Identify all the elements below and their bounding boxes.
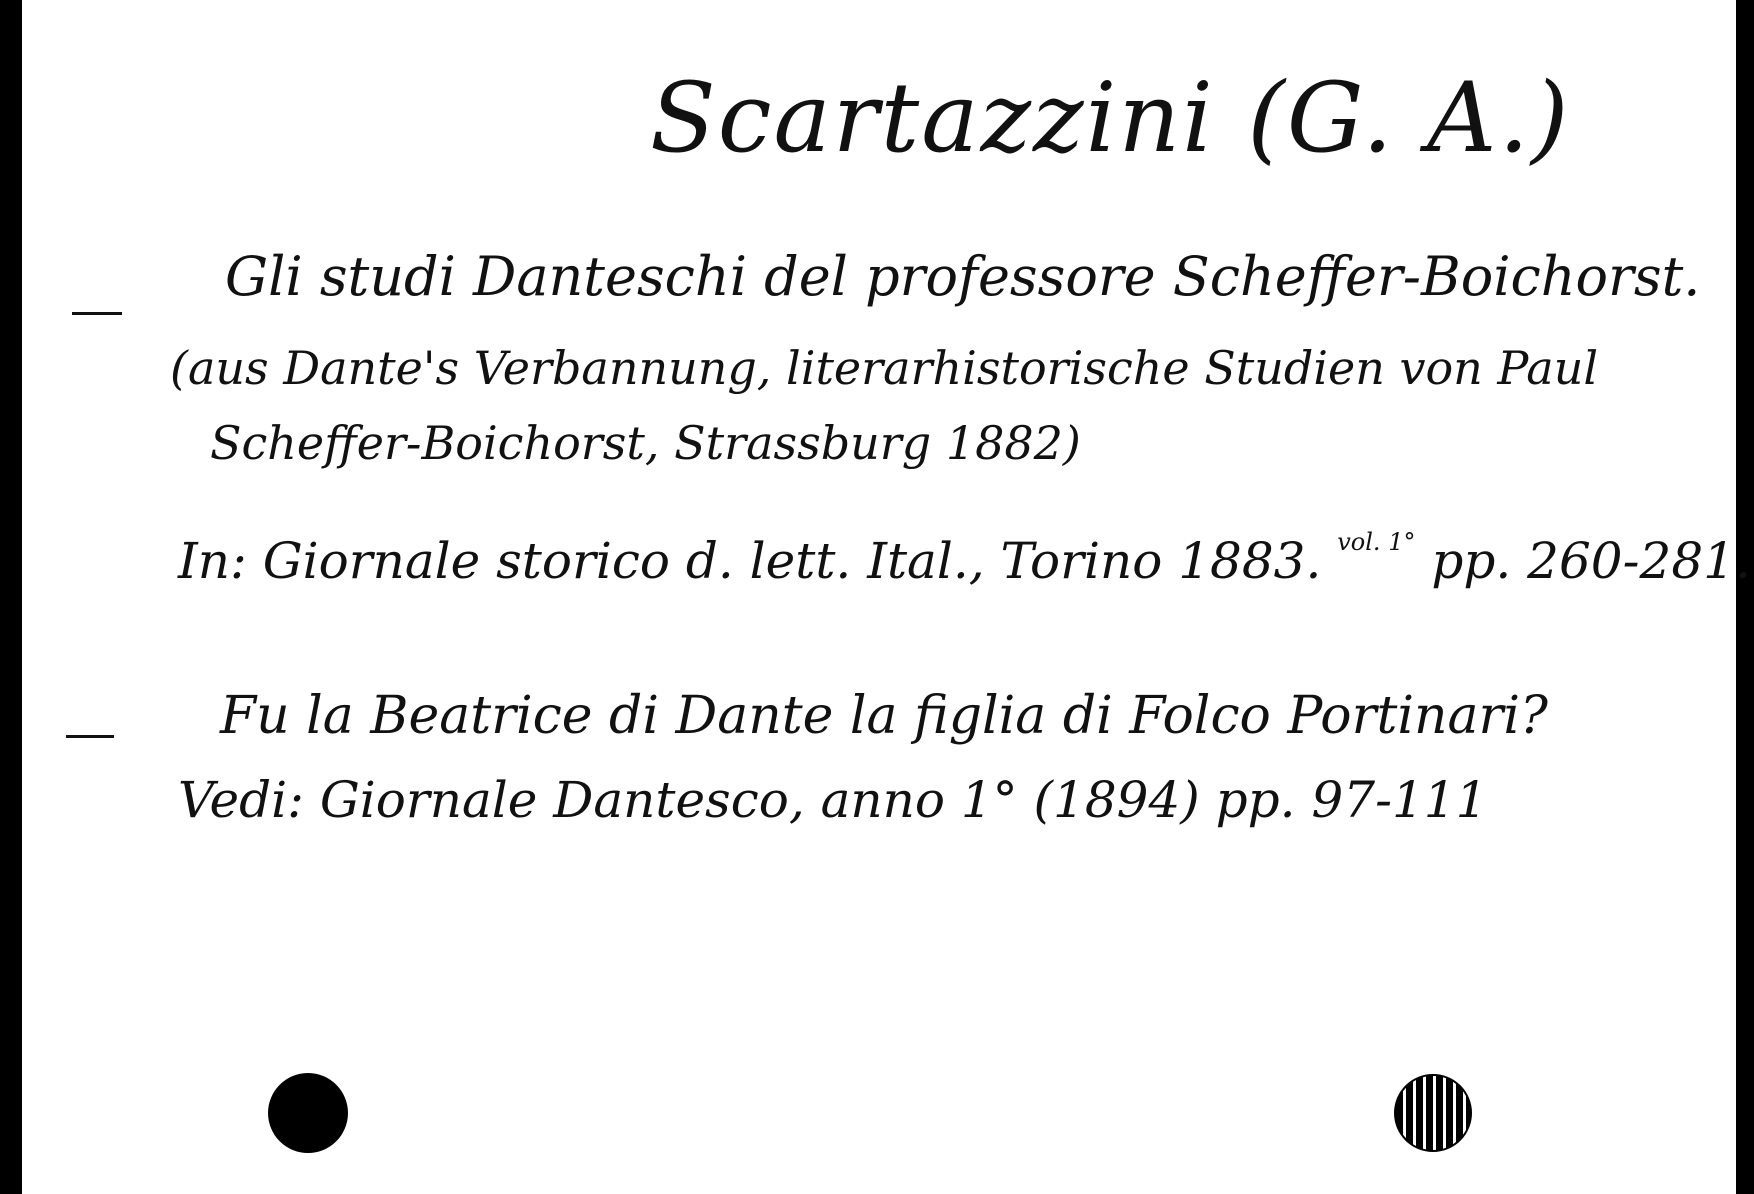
entry1-line2: (aus Dante's Verbannung, literarhistorische Studien von Paul — [170, 341, 1599, 395]
scan-edge-left — [0, 0, 22, 1194]
entry2-line1: Fu la Beatrice di Dante la figlia di Folco Portinari? — [220, 686, 1548, 746]
entry1-line4 — [178, 528, 1751, 590]
entry1-line3: Scheffer-Boichorst, Strassburg 1882) — [210, 416, 1081, 470]
entry2-dash — [66, 735, 114, 738]
entry1-dash — [72, 312, 122, 315]
scan-edge-right — [1736, 0, 1754, 1194]
entry2-line2: Vedi: Giornale Dantesco, anno 1° (1894) pp. 97-111 — [178, 771, 1488, 829]
punch-hole-left — [268, 1073, 348, 1153]
entry1-line4-pages: pp. 260-281. — [1431, 532, 1751, 590]
entry1-line1: Gli studi Danteschi del professore Scheffer-Boichorst. — [225, 245, 1701, 308]
card-title: Scartazzini (G. A.) — [650, 62, 1571, 174]
entry1-line4-volume: vol. 1° — [1337, 528, 1416, 556]
entry1-line4-prefix: In: Giornale storico d. lett. Ital., Torino 1883. — [178, 532, 1322, 590]
punch-hole-right — [1394, 1074, 1472, 1152]
